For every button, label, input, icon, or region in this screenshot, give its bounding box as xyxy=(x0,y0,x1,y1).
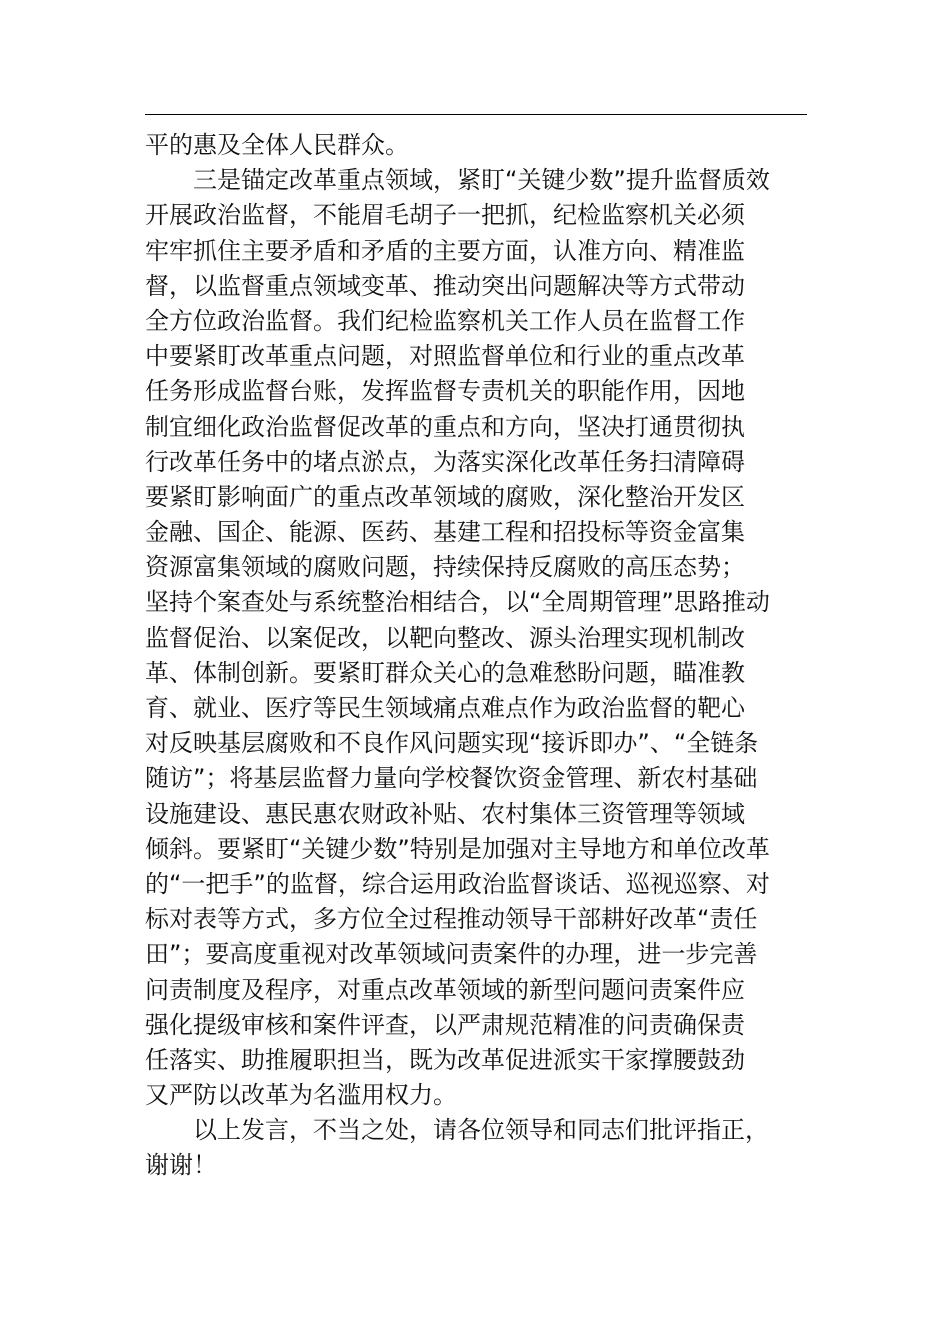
text-line: 制宜细化政治监督促改革的重点和方向，坚决打通贯彻执 xyxy=(145,412,745,441)
text-line: 金融、国企、能源、医药、基建工程和招投标等资金富集 xyxy=(145,518,745,547)
text-line: 设施建设、惠民惠农财政补贴、农村集体三资管理等领域 xyxy=(145,799,745,828)
text-line: 监督促治、以案促改，以靶向整改、源头治理实现机制改 xyxy=(145,623,745,652)
text-line: 督，以监督重点领域变革、推动突出问题解决等方式带动 xyxy=(145,271,745,300)
text-line: 谢谢！ xyxy=(145,1151,217,1180)
text-line: 革、体制创新。要紧盯群众关心的急难愁盼问题，瞄准教 xyxy=(145,658,745,687)
text-line: 又严防以改革为名滥用权力。 xyxy=(145,1081,457,1110)
text-line: 牢牢抓住主要矛盾和矛盾的主要方面，认准方向、精准监 xyxy=(145,236,745,265)
text-line: 标对表等方式，多方位全过程推动领导干部耕好改革“责任 xyxy=(145,905,758,934)
text-line: 强化提级审核和案件评查，以严肃规范精准的问责确保责 xyxy=(145,1010,745,1039)
text-line: 资源富集领域的腐败问题，持续保持反腐败的高压态势； xyxy=(145,553,745,582)
text-line: 要紧盯影响面广的重点改革领域的腐败，深化整治开发区 xyxy=(145,482,745,511)
paragraph-start-line: 以上发言，不当之处，请各位领导和同志们批评指正， xyxy=(193,1116,769,1145)
header-rule xyxy=(145,114,807,115)
text-line: 任落实、助推履职担当，既为改革促进派实干家撑腰鼓劲 xyxy=(145,1045,745,1074)
text-line: 对反映基层腐败和不良作风问题实现“接诉即办”、“全链条 xyxy=(145,729,759,758)
text-line: 行改革任务中的堵点淤点，为落实深化改革任务扫清障碍 xyxy=(145,447,745,476)
text-line: 的“一把手”的监督，综合运用政治监督谈话、巡视巡察、对 xyxy=(145,869,770,898)
document-body xyxy=(145,128,815,1184)
text-line: 问责制度及程序，对重点改革领域的新型问题问责案件应 xyxy=(145,975,745,1004)
text-line: 育、就业、医疗等民生领域痛点难点作为政治监督的靶心 xyxy=(145,694,745,722)
text-line: 平的惠及全体人民群众。 xyxy=(145,131,409,159)
text-line: 中要紧盯改革重点问题，对照监督单位和行业的重点改革 xyxy=(145,342,745,371)
text-line: 随访”；将基层监督力量向学校餐饮资金管理、新农村基础 xyxy=(145,764,758,793)
paragraph-start-line: 三是锚定改革重点领域，紧盯“关键少数”提升监督质效 xyxy=(193,166,770,195)
text-line: 任务形成监督台账，发挥监督专责机关的职能作用，因地 xyxy=(145,377,745,406)
text-line: 田”；要高度重视对改革领域问责案件的办理，进一步完善 xyxy=(145,940,758,969)
text-line: 倾斜。要紧盯“关键少数”特别是加强对主导地方和单位改革 xyxy=(145,834,770,863)
text-line: 坚持个案查处与系统整治相结合，以“全周期管理”思路推动 xyxy=(145,588,770,617)
text-line: 开展政治监督，不能眉毛胡子一把抓，纪检监察机关必须 xyxy=(145,201,745,230)
text-line: 全方位政治监督。我们纪检监察机关工作人员在监督工作 xyxy=(145,306,745,335)
